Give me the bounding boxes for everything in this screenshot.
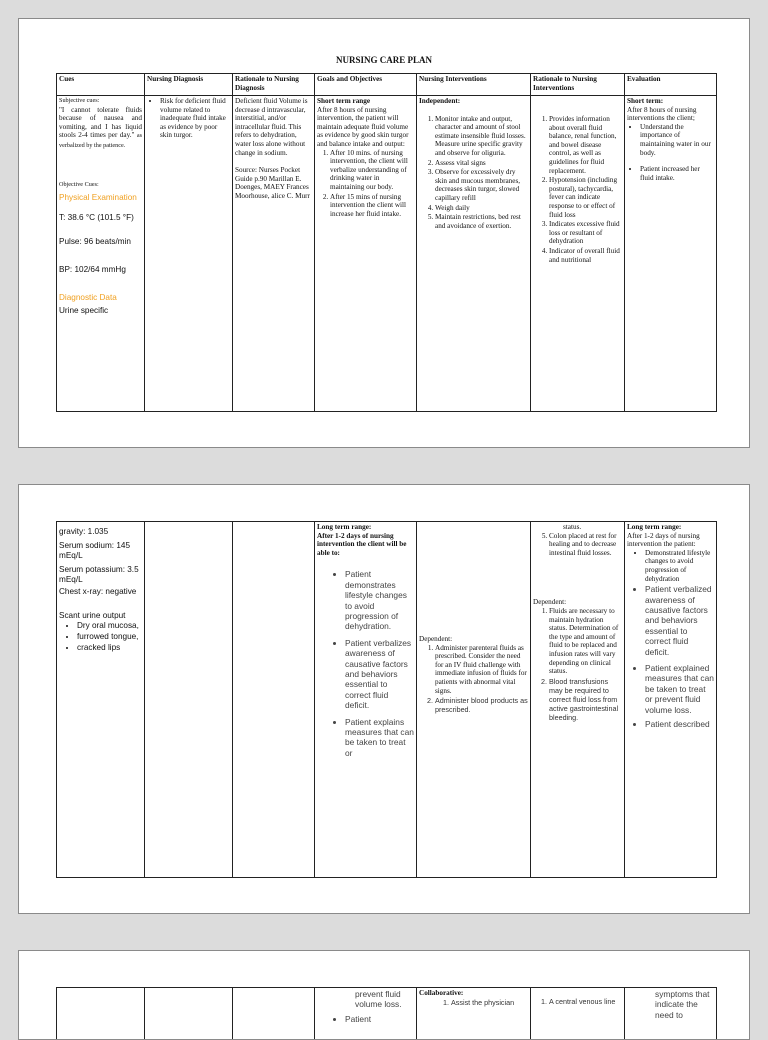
rationale-continued: status. <box>533 523 622 532</box>
intervention-item: 1. Assist the physician <box>451 998 528 1007</box>
goal-item: • Patient explains measures that can be taken to treat or <box>345 717 414 759</box>
subjective-suffix: as verbalized by the patience. <box>59 132 142 149</box>
care-plan-table-2 <box>56 521 717 878</box>
rationale-item: 2. Blood transfusions may be required to correct fluid loss from active gastrointestinal bleeding. <box>549 677 622 722</box>
temperature: T: 38.6 °C (101.5 °F) <box>59 213 142 223</box>
goal-item: • Patient verbalizes awareness of causative factors and behaviors essential to correct fluid deficit. <box>345 638 414 711</box>
evaluation-label: Short term: <box>627 97 714 106</box>
subjective-text: "I cannot tolerate fluids because of nausea and vomiting, and I has liquid stools 2-4 times per day." <box>59 106 142 140</box>
cues-cell <box>57 96 145 412</box>
evaluation-item: • Patient explained measures that can be taken to treat or prevent fluid volume loss. <box>645 663 714 715</box>
page-title: NURSING CARE PLAN <box>19 55 749 65</box>
source-text: Source: Nurses Pocket Guide p.90 Marillan E. Doenges, MAEY Frances Moorhouse, alice C. Murr <box>235 166 312 200</box>
urine-gravity: gravity: 1.035 <box>59 527 142 537</box>
document-page-1 <box>18 18 750 448</box>
rationale-item: 5. Colon placed at rest for healing and to decrease intestinal fluid losses. <box>549 532 622 558</box>
rationale-diagnosis-cell <box>233 522 315 878</box>
goals-label: Short term range <box>317 97 414 106</box>
diagnosis-cell <box>145 988 233 1040</box>
intervention-item: 1. Monitor intake and output, character and amount of stool estimate insensible fluid losses. Measure urine specific gravity and observe for oliguria. <box>435 115 528 158</box>
evaluation-item: • Understand the importance of maintaining water in our body. <box>640 123 714 157</box>
evaluation-cell <box>625 988 717 1040</box>
evaluation-intro: After 1-2 days of nursing intervention the patient: <box>627 532 714 549</box>
evaluation-item: • Patient described <box>645 719 714 729</box>
goals-intro: After 1-2 days of nursing intervention the client will be able to: <box>317 532 414 558</box>
diagnostic-data-label: Diagnostic Data <box>59 293 142 303</box>
document-page-2 <box>18 484 750 914</box>
header-nursing-diagnosis: Nursing Diagnosis <box>145 74 233 96</box>
goal-item: 1. After 10 mins. of nursing intervention, the client will verbalize understanding of drinking water in maintaining our body. <box>330 149 414 192</box>
header-evaluation: Evaluation <box>625 74 717 96</box>
intervention-item: 3. Observe for excessively dry skin and mucous membranes, decreases skin turgor, slowed capillary refill <box>435 168 528 202</box>
intervention-item: 4. Weigh daily <box>435 204 528 213</box>
goals-cell <box>315 988 417 1040</box>
urine-specific: Urine specific <box>59 306 142 316</box>
cue-item: • Dry oral mucosa, <box>77 621 142 631</box>
collaborative-label: Collaborative: <box>419 989 528 998</box>
evaluation-label: Long term range: <box>627 523 714 532</box>
table-row <box>57 96 717 412</box>
goal-item: • Patient <box>345 1014 414 1024</box>
rationale-item: 2. Hypotension (including postural), tachycardia, fever can indicate response to or effect of fluid loss <box>549 176 622 219</box>
header-interventions: Nursing Interventions <box>417 74 531 96</box>
evaluation-intro: After 8 hours of nursing interventions the client; <box>627 106 714 123</box>
intervention-item: 5. Maintain restrictions, bed rest and avoidance of exertion. <box>435 213 528 230</box>
rationale-interventions-cell <box>531 988 625 1040</box>
cue-item: • cracked lips <box>77 643 142 653</box>
rationale-item: 4. Indicator of overall fluid and nutritional <box>549 247 622 264</box>
intervention-item: 2. Administer blood products as prescribed. <box>435 696 528 714</box>
physical-exam-label: Physical Examination <box>59 193 142 203</box>
interventions-label: Independent: <box>419 97 528 106</box>
goals-cell <box>315 522 417 878</box>
cues-cell <box>57 522 145 878</box>
rationale-item: 1. Fluids are necessary to maintain hydration status. Determination of the type and amount of fluid to be replaced and infusion rates will vary depending on clinical status. <box>549 607 622 676</box>
header-row <box>57 74 717 96</box>
care-plan-table-1 <box>56 73 717 412</box>
header-cues: Cues <box>57 74 145 96</box>
evaluation-item: • Demonstrated lifestyle changes to avoid progression of dehydration <box>645 549 714 583</box>
evaluation-cell <box>625 522 717 878</box>
header-goals: Goals and Objectives <box>315 74 417 96</box>
rationale-diagnosis-cell <box>233 96 315 412</box>
cues-cell <box>57 988 145 1040</box>
diagnosis-cell <box>145 522 233 878</box>
table-row <box>57 522 717 878</box>
evaluation-cell <box>625 96 717 412</box>
cue-item: • furrowed tongue, <box>77 632 142 642</box>
scant-urine: Scant urine output <box>59 611 142 621</box>
dependent-label: Dependent: <box>419 635 528 644</box>
goal-item: • Patient demonstrates lifestyle changes to avoid progression of dehydration. <box>345 569 414 631</box>
goal-item: 2. After 15 mins of nursing intervention the client will increase her fluid intake. <box>330 193 414 219</box>
header-rationale-interventions: Rationale to Nursing Interventions <box>531 74 625 96</box>
goal-continued: prevent fluid volume loss. <box>317 989 414 1010</box>
rationale-item: 1. A central venous line <box>549 997 622 1006</box>
evaluation-continued: symptoms that indicate the need to <box>627 989 714 1020</box>
table-row <box>57 988 717 1040</box>
rationale-interventions-cell <box>531 522 625 878</box>
blood-pressure: BP: 102/64 mmHg <box>59 265 142 275</box>
dependent-label: Dependent: <box>533 598 622 607</box>
rationale-item: 1. Provides information about overall fluid balance, renal function, and bowel disease control, as well as guidelines for fluid replacement. <box>549 115 622 175</box>
evaluation-item: • Patient increased her fluid intake. <box>640 165 714 182</box>
subjective-label: Subjective cues: <box>59 97 142 106</box>
rationale-item: 3. Indicates excessive fluid loss or resultant of dehydration <box>549 220 622 246</box>
serum-potassium: Serum potassium: 3.5 mEq/L <box>59 565 142 585</box>
chest-xray: Chest x-ray: negative <box>59 587 142 597</box>
serum-sodium: Serum sodium: 145 mEq/L <box>59 541 142 561</box>
intervention-item: 1. Administer parenteral fluids as prescribed. Consider the need for an IV fluid challenge with immediate infusion of fluids for patients with abnormal vital signs. <box>435 644 528 696</box>
diagnosis-cell <box>145 96 233 412</box>
pulse: Pulse: 96 beats/min <box>59 237 142 247</box>
rationale-text: Deficient fluid Volume is decrease d intravascular, interstitial, and/or intracellular fluid. This refers to dehydration, water loss alone without change in sodium. <box>235 97 312 157</box>
interventions-cell <box>417 988 531 1040</box>
diagnosis-text: • Risk for deficient fluid volume related to inadequate fluid intake as evidence by poor skin turgor. <box>160 97 230 140</box>
care-plan-table-3 <box>56 987 717 1040</box>
goals-cell <box>315 96 417 412</box>
intervention-item: 2. Assess vital signs <box>435 159 528 168</box>
evaluation-item: • Patient verbalized awareness of causative factors and behaviors essential to correct fluid deficit. <box>645 584 714 657</box>
objective-label: Objective Cues: <box>59 181 142 190</box>
header-rationale-diagnosis: Rationale to Nursing Diagnosis <box>233 74 315 96</box>
goals-label: Long term range: <box>317 523 414 532</box>
interventions-cell <box>417 522 531 878</box>
goals-intro: After 8 hours of nursing intervention, the patient will maintain adequate fluid volume as evidence by good skin turgor and balance intake and output: <box>317 106 414 149</box>
document-page-3 <box>18 950 750 1040</box>
rationale-diagnosis-cell <box>233 988 315 1040</box>
rationale-interventions-cell <box>531 96 625 412</box>
interventions-cell <box>417 96 531 412</box>
